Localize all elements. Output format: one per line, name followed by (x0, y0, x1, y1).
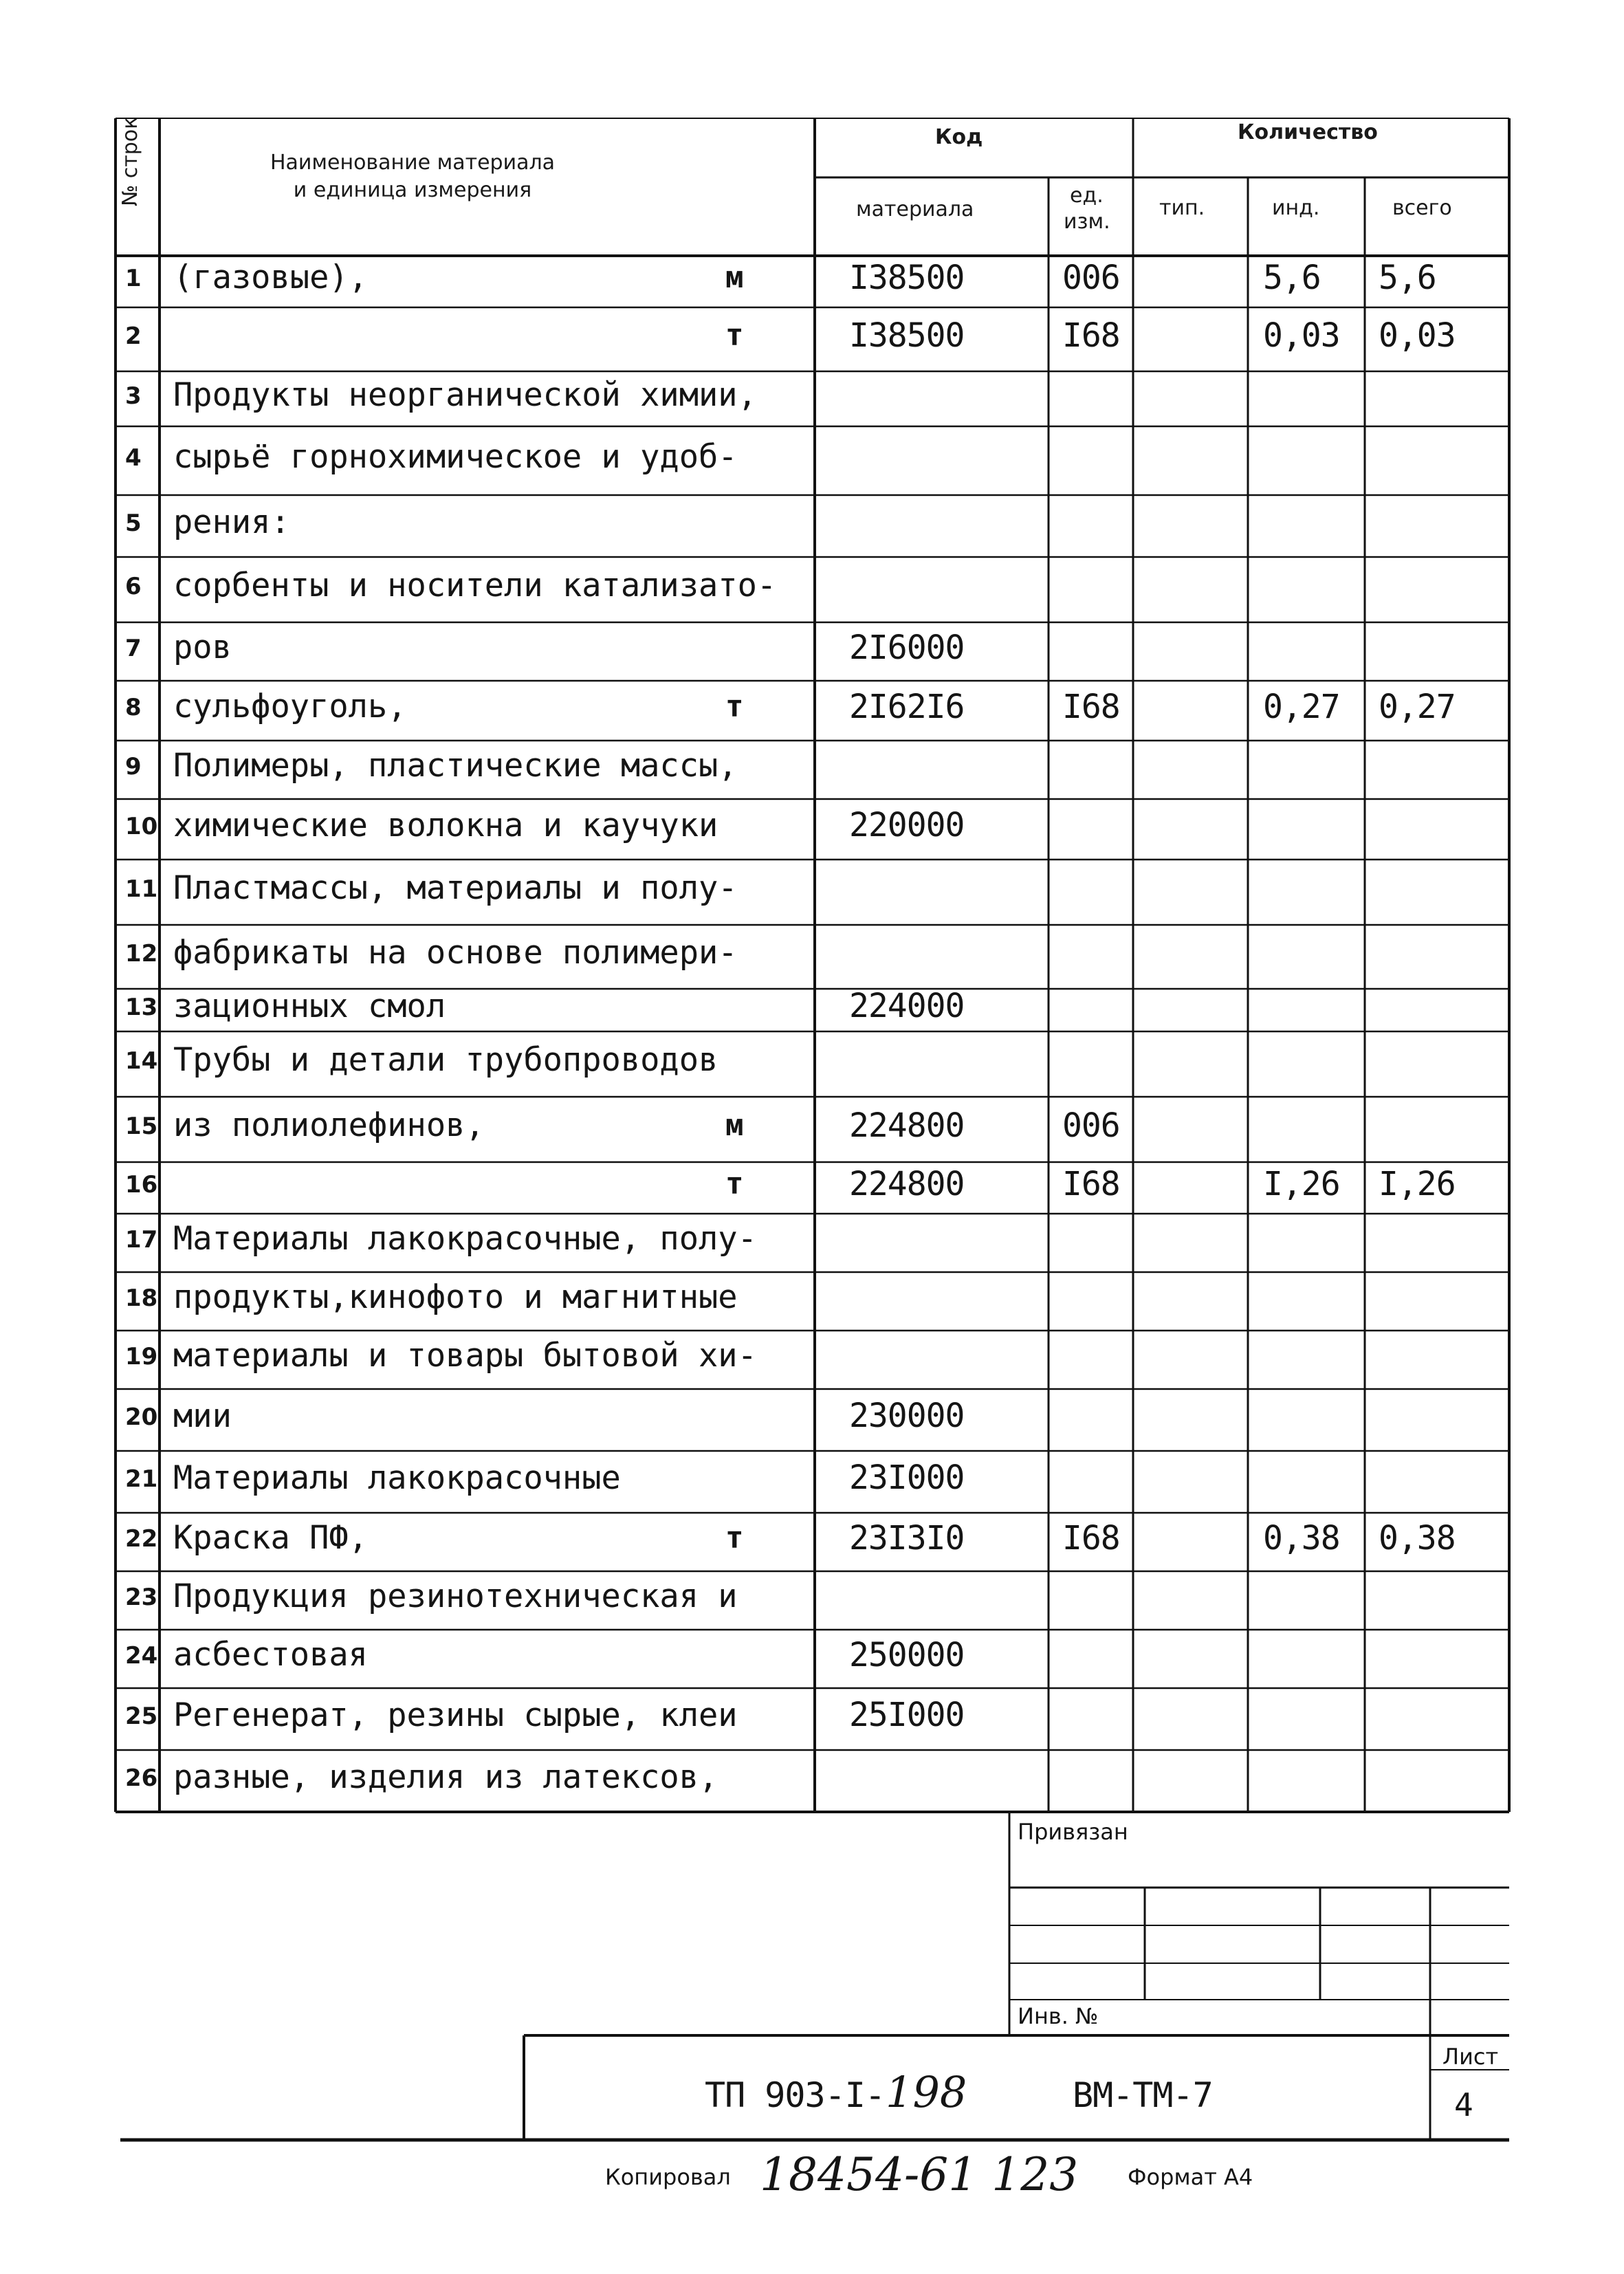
material-name: Краска ПФ, (173, 1519, 368, 1557)
row-number: 17 (125, 1226, 158, 1254)
material-name: Продукты неорганической химии, (173, 375, 757, 414)
row-number: 24 (125, 1642, 158, 1670)
row-number: 2 (125, 322, 142, 351)
inventory-number-label: Инв. № (1018, 2003, 1099, 2029)
qty-total: 0,27 (1379, 687, 1456, 726)
unit-label: т (725, 1166, 744, 1202)
row-number: 9 (125, 753, 142, 781)
material-code: 2I62I6 (849, 687, 965, 726)
qty-total: I,26 (1379, 1164, 1456, 1203)
document-code: ТП 903-I- (705, 2075, 885, 2115)
material-name: разные, изделия из латексов, (173, 1758, 718, 1796)
name-header-line1: Наименование материала (270, 151, 556, 175)
row-number: 11 (125, 875, 158, 904)
material-name: мии (173, 1397, 232, 1435)
quantity-group-header: Количество (1238, 120, 1378, 144)
material-name: сульфоуголь, (173, 688, 407, 726)
unit-code: I68 (1062, 1518, 1120, 1557)
unit-label: т (725, 1520, 744, 1556)
material-name: асбестовая (173, 1636, 368, 1674)
qty-total: 0,03 (1379, 316, 1456, 355)
material-code: 230000 (849, 1397, 965, 1436)
material-name: сырьё горнохимическое и удоб- (173, 437, 738, 476)
row-number: 19 (125, 1343, 158, 1371)
unit-label: т (725, 689, 744, 725)
qty-total: 5,6 (1379, 258, 1436, 297)
row-number: 26 (125, 1764, 158, 1792)
material-name: Полимеры, пластические массы, (173, 747, 738, 785)
material-name: Материалы лакокрасочные (173, 1458, 621, 1497)
row-number: 5 (125, 509, 142, 537)
sheet-number: 4 (1454, 2086, 1473, 2123)
material-name: продукты,кинофото и магнитные (173, 1278, 738, 1317)
row-number: 13 (125, 993, 158, 1021)
unit-label: м (725, 260, 744, 296)
row-number: 20 (125, 1403, 158, 1431)
name-header-line2: и единица измерения (293, 178, 532, 202)
material-name: зационных смол (173, 987, 446, 1025)
material-name: сорбенты и носители катализато- (173, 567, 777, 605)
row-number-header: № строк (118, 116, 142, 206)
copied-label: Копировал (605, 2164, 731, 2190)
qty-individual: 0,03 (1263, 316, 1340, 355)
material-name: фабрикаты на основе полимери- (173, 934, 738, 972)
unit-code: I68 (1062, 316, 1120, 355)
material-code: 23I000 (849, 1458, 965, 1498)
unit-label: м (725, 1108, 744, 1144)
unit-code: 006 (1062, 1106, 1120, 1145)
sheet-label: Лист (1442, 2044, 1499, 2070)
code-unit-header-line1: ед. (1070, 184, 1104, 208)
material-code: 250000 (849, 1635, 965, 1674)
row-number: 4 (125, 444, 142, 472)
row-number: 16 (125, 1171, 158, 1199)
row-number: 12 (125, 940, 158, 968)
unit-code: I68 (1062, 1164, 1120, 1203)
unit-label: т (725, 318, 744, 353)
unit-code: I68 (1062, 687, 1120, 726)
material-name: ров (173, 628, 232, 667)
row-number: 18 (125, 1284, 158, 1313)
qty-ind-header: инд. (1272, 196, 1320, 220)
material-code: I38500 (849, 316, 965, 355)
material-code: 224800 (849, 1106, 965, 1145)
row-number: 23 (125, 1584, 158, 1612)
qty-total: 0,38 (1379, 1518, 1456, 1557)
qty-individual: 5,6 (1263, 258, 1321, 297)
document-code-handwritten: 198 (886, 2067, 967, 2117)
material-name: Продукция резинотехническая и (173, 1577, 738, 1616)
row-number: 1 (125, 265, 142, 293)
qty-total-header: всего (1392, 196, 1452, 220)
row-number: 8 (125, 694, 142, 722)
material-name: химические волокна и каучуки (173, 806, 718, 844)
code-unit-header-line2: изм. (1064, 210, 1110, 234)
row-number: 14 (125, 1047, 158, 1075)
material-code: 224800 (849, 1164, 965, 1203)
material-code: 23I3I0 (849, 1518, 965, 1557)
material-name: Регенерат, резины сырые, клеи (173, 1696, 738, 1734)
material-name: Пластмассы, материалы и полу- (173, 869, 738, 908)
material-code: 25I000 (849, 1696, 965, 1735)
material-name: (газовые), (173, 259, 368, 297)
row-number: 22 (125, 1525, 158, 1553)
format-label: Формат А4 (1128, 2164, 1253, 2190)
qty-typ-header: тип. (1159, 196, 1205, 220)
material-code: 220000 (849, 806, 965, 845)
unit-code: 006 (1062, 258, 1120, 297)
row-number: 25 (125, 1702, 158, 1730)
material-code: 224000 (849, 987, 965, 1026)
material-code: 2I6000 (849, 628, 965, 667)
material-name: из полиолефинов, (173, 1106, 485, 1145)
material-name: Трубы и детали трубопроводов (173, 1041, 718, 1080)
material-code: I38500 (849, 258, 965, 297)
row-number: 21 (125, 1465, 158, 1493)
material-name: Материалы лакокрасочные, полу- (173, 1220, 757, 1258)
material-name: рения: (173, 503, 290, 541)
row-number: 6 (125, 573, 142, 601)
code-material-header: материала (856, 197, 974, 221)
qty-individual: 0,38 (1263, 1518, 1340, 1557)
code-group-header: Код (935, 125, 983, 149)
row-number: 10 (125, 812, 158, 840)
copied-handwritten-number: 18454-61 123 (760, 2148, 1079, 2201)
drawing-code: ВМ-ТМ-7 (1073, 2075, 1213, 2115)
qty-individual: I,26 (1263, 1164, 1340, 1203)
qty-individual: 0,27 (1263, 687, 1340, 726)
row-number: 3 (125, 382, 142, 410)
material-name: материалы и товары бытовой хи- (173, 1337, 757, 1375)
row-number: 15 (125, 1113, 158, 1141)
row-number: 7 (125, 635, 142, 663)
attached-label: Привязан (1018, 1819, 1128, 1845)
